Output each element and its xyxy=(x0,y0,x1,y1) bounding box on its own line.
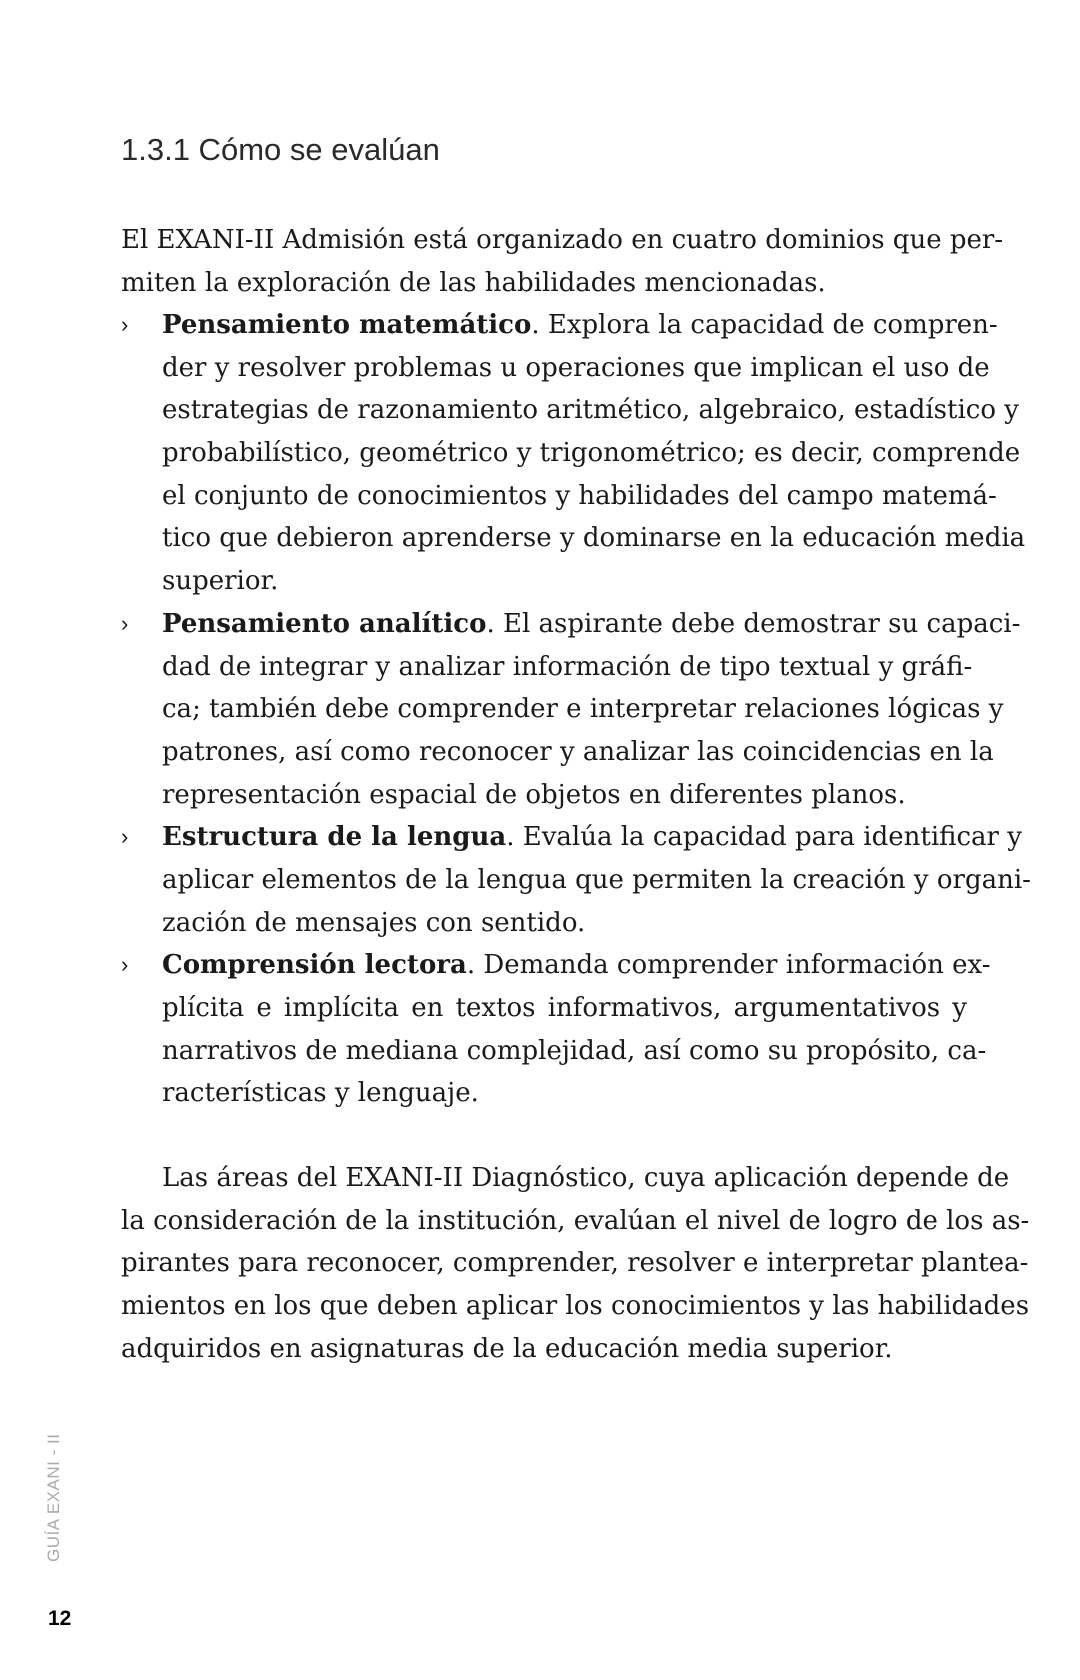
text-line: adquiridos en asignaturas de la educación media superior. xyxy=(121,1333,893,1364)
text-line: Estructura de la lengua. Evalúa la capacidad para identificar y xyxy=(162,822,1022,853)
text-line: Pensamiento matemático. Explora la capacidad de compren- xyxy=(162,310,998,340)
text-line: tico que debieron aprenderse y dominarse en la educación media xyxy=(162,523,1026,554)
domain-list xyxy=(121,304,1031,1115)
text-line: Pensamiento analítico. El aspirante debe demostrar su capaci- xyxy=(162,608,1021,639)
text-line: narrativos de mediana complejidad, así como su propósito, ca- xyxy=(162,1035,987,1066)
chevron-right-icon: › xyxy=(121,610,129,636)
list-item xyxy=(121,816,1031,944)
closing-paragraph xyxy=(121,1157,1030,1370)
text-line: der y resolver problemas u operaciones que implican el uso de xyxy=(162,352,990,383)
chevron-right-icon: › xyxy=(121,824,129,850)
text-line: representación espacial de objetos en diferentes planos. xyxy=(162,779,906,810)
list-item xyxy=(121,304,1026,603)
text-line: miten la exploración de las habilidades mencionadas. xyxy=(121,267,826,298)
text-line: Las áreas del EXANI-II Diagnóstico, cuya aplicación depende de xyxy=(162,1163,1010,1193)
list-item xyxy=(121,944,991,1115)
chevron-right-icon: › xyxy=(121,312,129,337)
intro-paragraph xyxy=(121,219,1004,304)
list-item xyxy=(121,603,1021,816)
text-line: patrones, así como reconocer y analizar las coincidencias en la xyxy=(162,736,994,767)
text-line: ca; también debe comprender e interpretar relaciones lógicas y xyxy=(162,694,1004,725)
text-line: racterísticas y lenguaje. xyxy=(162,1078,479,1109)
text-line: estrategias de razonamiento aritmético, algebraico, estadístico y xyxy=(162,395,1019,426)
running-header: GUÍA EXANI - II xyxy=(44,1433,63,1562)
item-title: Pensamiento matemático xyxy=(162,310,532,340)
text-line: aplicar elementos de la lengua que permiten la creación y organi- xyxy=(162,864,1031,895)
text-line: la consideración de la institución, evalúan el nivel de logro de los as- xyxy=(121,1205,1030,1236)
text-line: mientos en los que deben aplicar los conocimientos y las habilidades xyxy=(121,1291,1030,1322)
page-number: 12 xyxy=(48,1607,72,1630)
chevron-right-icon: › xyxy=(121,952,129,978)
text-line: plícita e implícita en textos informativos, argumentativos y xyxy=(162,993,967,1023)
section-heading: 1.3.1 Cómo se evalúan xyxy=(121,132,440,167)
text-line: Comprensión lectora. Demanda comprender información ex- xyxy=(162,950,991,981)
item-title: Comprensión lectora xyxy=(162,950,467,981)
text-line: El EXANI-II Admisión está organizado en cuatro dominios que per- xyxy=(121,225,1004,255)
text-line: superior. xyxy=(162,566,279,597)
item-title: Estructura de la lengua xyxy=(162,822,507,853)
text-line: probabilístico, geométrico y trigonométrico; es decir, comprende xyxy=(162,438,1021,469)
text-line: dad de integrar y analizar información de tipo textual y gráfi- xyxy=(162,651,973,682)
text-line: pirantes para reconocer, comprender, resolver e interpretar plantea- xyxy=(121,1248,1029,1279)
item-title: Pensamiento analítico xyxy=(162,608,487,639)
text-line: el conjunto de conocimientos y habilidades del campo matemá- xyxy=(162,480,997,511)
text-line: zación de mensajes con sentido. xyxy=(162,907,586,938)
